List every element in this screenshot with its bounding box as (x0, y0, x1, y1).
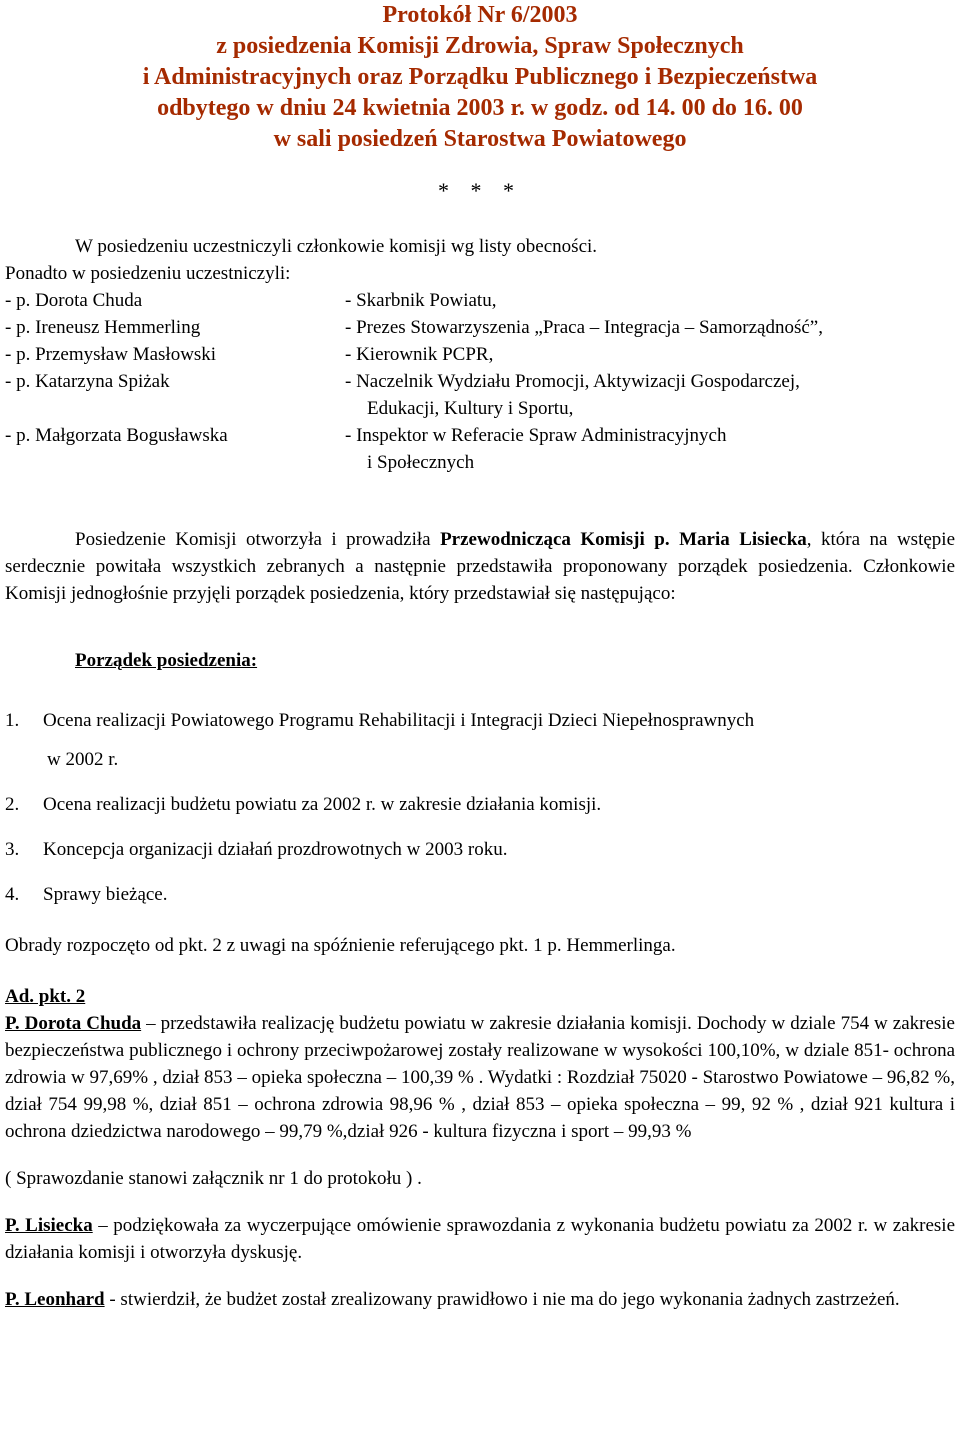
agenda-item (5, 791, 955, 818)
agenda-item (5, 881, 955, 908)
attendee-name: - p. Ireneusz Hemmerling (5, 317, 201, 338)
attendee-role: - Prezes Stowarzyszenia „Praca – Integracja – Samorządność”, (345, 317, 823, 338)
chuda-paragraph (5, 1010, 955, 1145)
agenda-item (5, 707, 955, 773)
document-page (5, 0, 955, 1313)
agenda-text: Koncepcja organizacji działań prozdrowotnych w 2003 roku. (43, 839, 508, 860)
title-line-4: odbytego w dniu 24 kwietnia 2003 r. w godz. od 14. 00 do 16. 00 (157, 95, 803, 121)
agenda-text: Ocena realizacji budżetu powiatu za 2002 r. w zakresie działania komisji. (43, 794, 602, 815)
title-line-3: i Administracyjnych oraz Porządku Publicznego i Bezpieczeństwa (142, 64, 818, 90)
intro-line-1: W posiedzeniu uczestniczyli członkowie komisji wg listy obecności. (75, 236, 598, 257)
attendee-name: - p. Dorota Chuda (5, 290, 143, 311)
attendee-list (5, 287, 955, 476)
attendee-name: - p. Przemysław Masłowski (5, 344, 217, 365)
attendee-role-continued: Edukacji, Kultury i Sportu, (367, 398, 574, 419)
agenda-text: Ocena realizacji Powiatowego Programu Rehabilitacji i Integracji Dzieci Niepełnosprawnych (43, 710, 755, 731)
document-title (5, 0, 955, 155)
speaker-text: – przedstawiła realizację budżetu powiatu w zakresie działania komisji. Dochody w dziale 754 w zakresie bezpieczeństwa publicznego i ochrony przeciwpożarowej zostały realizowane w wysokości 100,10%, w dziale 851- ochrona zdrowia w 97,69% , dział 853 – opieka społeczna – 100,39 % . Wydatki : Rozdział 75020 - Starostwo Powiatowe – 96,82 %, dział 754 99,98 %, dział 851 – ochrona zdrowia 98,96 % , dział 853 – opieka społeczna – 99, 92 % , dział 921 kultura i ochrona dziedzictwa narodowego – 99,79 %,dział 926 - kultura fizyczna i sport – 99,93 % (5, 1013, 955, 1142)
attendee-row (5, 368, 955, 422)
leonhard-paragraph (5, 1286, 955, 1313)
intro-line-2: Ponadto w posiedzeniu uczestniczyli: (5, 263, 291, 284)
agenda-item (5, 836, 955, 863)
speaker-name: P. Dorota Chuda (5, 1013, 142, 1034)
separator: * * * (438, 178, 522, 203)
attendee-role: - Inspektor w Referacie Spraw Administracyjnych (345, 425, 727, 446)
speaker-text: – podziękowała za wyczerpujące omówienie sprawozdania z wykonania budżetu powiatu za 2002 r. w zakresie działania komisji i otworzyła dyskusję. (5, 1215, 956, 1263)
attendee-role-block (345, 422, 955, 476)
title-line-5: w sali posiedzeń Starostwa Powiatowego (273, 126, 687, 152)
attendee-name: - p. Katarzyna Spiżak (5, 371, 170, 392)
attendee-row (5, 422, 955, 476)
attendee-name: - p. Małgorzata Bogusławska (5, 425, 228, 446)
agenda-heading: Porządek posiedzenia: (75, 650, 258, 671)
agenda-point-heading: Ad. pkt. 2 (5, 986, 86, 1007)
attendee-row (5, 314, 955, 341)
agenda-number: 2. (5, 794, 20, 815)
attendee-role: - Skarbnik Powiatu, (345, 290, 497, 311)
lisiecka-paragraph (5, 1212, 955, 1266)
agenda-text-continued: w 2002 r. (47, 749, 119, 770)
agenda-number: 4. (5, 884, 20, 905)
opening-text-2: , która na wstępie serdecznie powitała wszystkich zebranych a następnie przedstawiła proponowany porządek posiedzenia. Członkowie Komisji jednogłośnie przyjęli porządek posiedzenia, który przedstawiał się następująco: (5, 529, 956, 604)
attendee-role: - Kierownik PCPR, (345, 344, 494, 365)
agenda-text: Sprawy bieżące. (43, 884, 168, 905)
chair-name: Przewodnicząca Komisji p. Maria Lisiecka (440, 529, 807, 550)
attendee-role: - Naczelnik Wydziału Promocji, Aktywizacji Gospodarczej, (345, 371, 800, 392)
attendee-row (5, 287, 955, 314)
agenda-text-block (43, 707, 955, 773)
speaker-name: P. Leonhard (5, 1289, 105, 1310)
title-line-1: Protokół Nr 6/2003 (382, 2, 578, 28)
agenda-list (5, 707, 955, 908)
title-line-2: z posiedzenia Komisji Zdrowia, Spraw Społecznych (216, 33, 744, 59)
attendee-role-continued: i Społecznych (367, 452, 475, 473)
attendee-row (5, 341, 955, 368)
report-note: ( Sprawozdanie stanowi załącznik nr 1 do protokołu ) . (5, 1168, 422, 1189)
agenda-number: 1. (5, 710, 20, 731)
opening-paragraph (5, 526, 955, 607)
speaker-name: P. Lisiecka (5, 1215, 93, 1236)
speaker-text: - stwierdził, że budżet został zrealizowany prawidłowo i nie ma do jego wykonania żadnych zastrzeżeń. (104, 1289, 900, 1310)
agenda-number: 3. (5, 839, 20, 860)
start-note: Obrady rozpoczęto od pkt. 2 z uwagi na spóźnienie referującego pkt. 1 p. Hemmerlinga. (5, 935, 676, 956)
opening-text-1: Posiedzenie Komisji otworzyła i prowadziła (75, 529, 441, 550)
attendee-role-block (345, 368, 955, 422)
